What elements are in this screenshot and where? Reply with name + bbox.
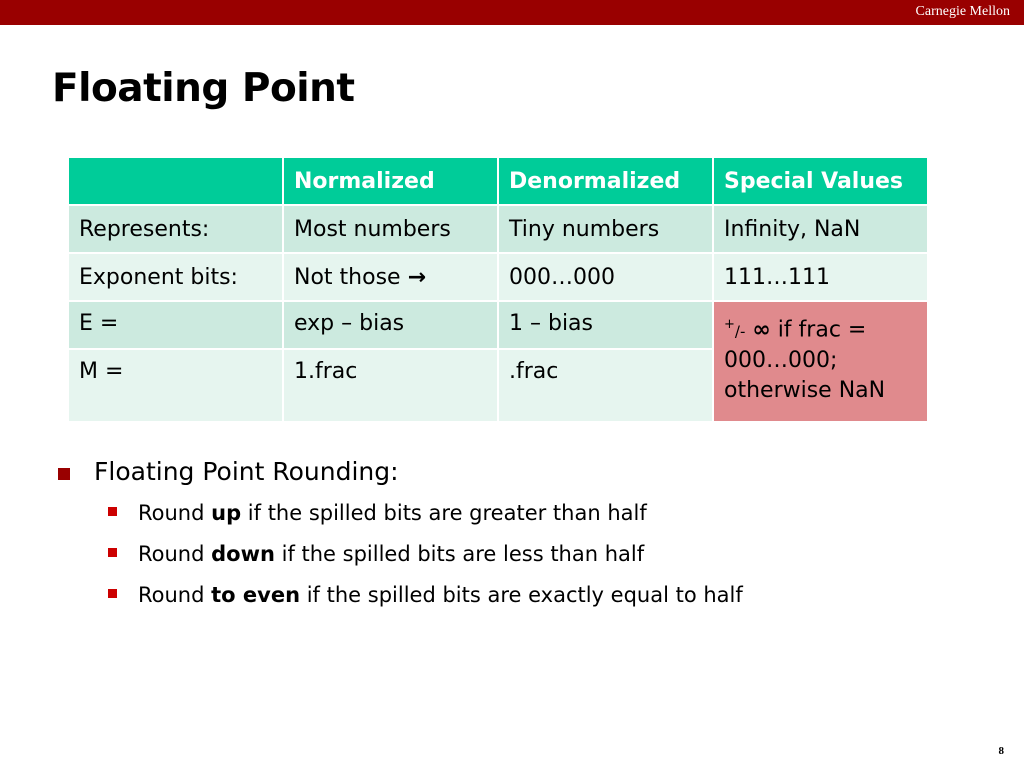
table-row [68,205,928,253]
brand-label: Carnegie Mellon [915,4,1010,19]
plus-sign: + [724,317,735,332]
item-pre: Round [138,542,212,566]
table-header-denormalized: Denormalized [498,157,713,205]
table-row [68,253,928,301]
bullet-main [56,457,743,501]
header-bar [0,0,1024,25]
special-values-text: if frac = 000…000; otherwise NaN [724,317,886,404]
row-label: Represents: [68,205,283,253]
table-header-special: Special Values [713,157,928,205]
cell-normalized: exp – bias [283,301,498,349]
item-post: if the spilled bits are exactly equal to half [300,583,743,607]
bullet-list [56,457,743,624]
item-bold: to even [211,583,301,607]
table-header-empty [68,157,283,205]
cell-normalized: 1.frac [283,349,498,422]
cell-denormalized: Tiny numbers [498,205,713,253]
square-bullet-icon [58,468,70,480]
item-pre: Round [138,583,212,607]
list-item [56,501,743,542]
cell-normalized: Most numbers [283,205,498,253]
table-header-row [68,157,928,205]
item-bold: up [211,501,242,525]
item-pre: Round [138,501,212,525]
row-label: M = [68,349,283,422]
item-post: if the spilled bits are greater than half [241,501,647,525]
page-number: 8 [998,745,1004,757]
right-arrow-icon: → [407,264,426,290]
square-bullet-icon [108,507,117,516]
cell-special: 111…111 [713,253,928,301]
cell-special: Infinity, NaN [713,205,928,253]
list-item [56,583,743,624]
cell-denormalized: 1 – bias [498,301,713,349]
slide-title: Floating Point [52,66,355,111]
table-header-normalized: Normalized [283,157,498,205]
cell-normalized-text: Not those [294,264,401,290]
cell-denormalized: .frac [498,349,713,422]
item-post: if the spilled bits are less than half [274,542,645,566]
slash-minus: /- [734,322,746,341]
bullet-main-text: Floating Point Rounding: [94,457,399,486]
list-item [56,542,743,583]
infinity-icon: ∞ [752,317,771,343]
cell-special-merged [713,301,928,422]
floating-point-table [67,156,929,423]
item-bold: down [211,542,275,566]
cell-normalized [283,253,498,301]
row-label: Exponent bits: [68,253,283,301]
square-bullet-icon [108,589,117,598]
cell-denormalized: 000…000 [498,253,713,301]
table-row [68,301,928,349]
square-bullet-icon [108,548,117,557]
row-label: E = [68,301,283,349]
